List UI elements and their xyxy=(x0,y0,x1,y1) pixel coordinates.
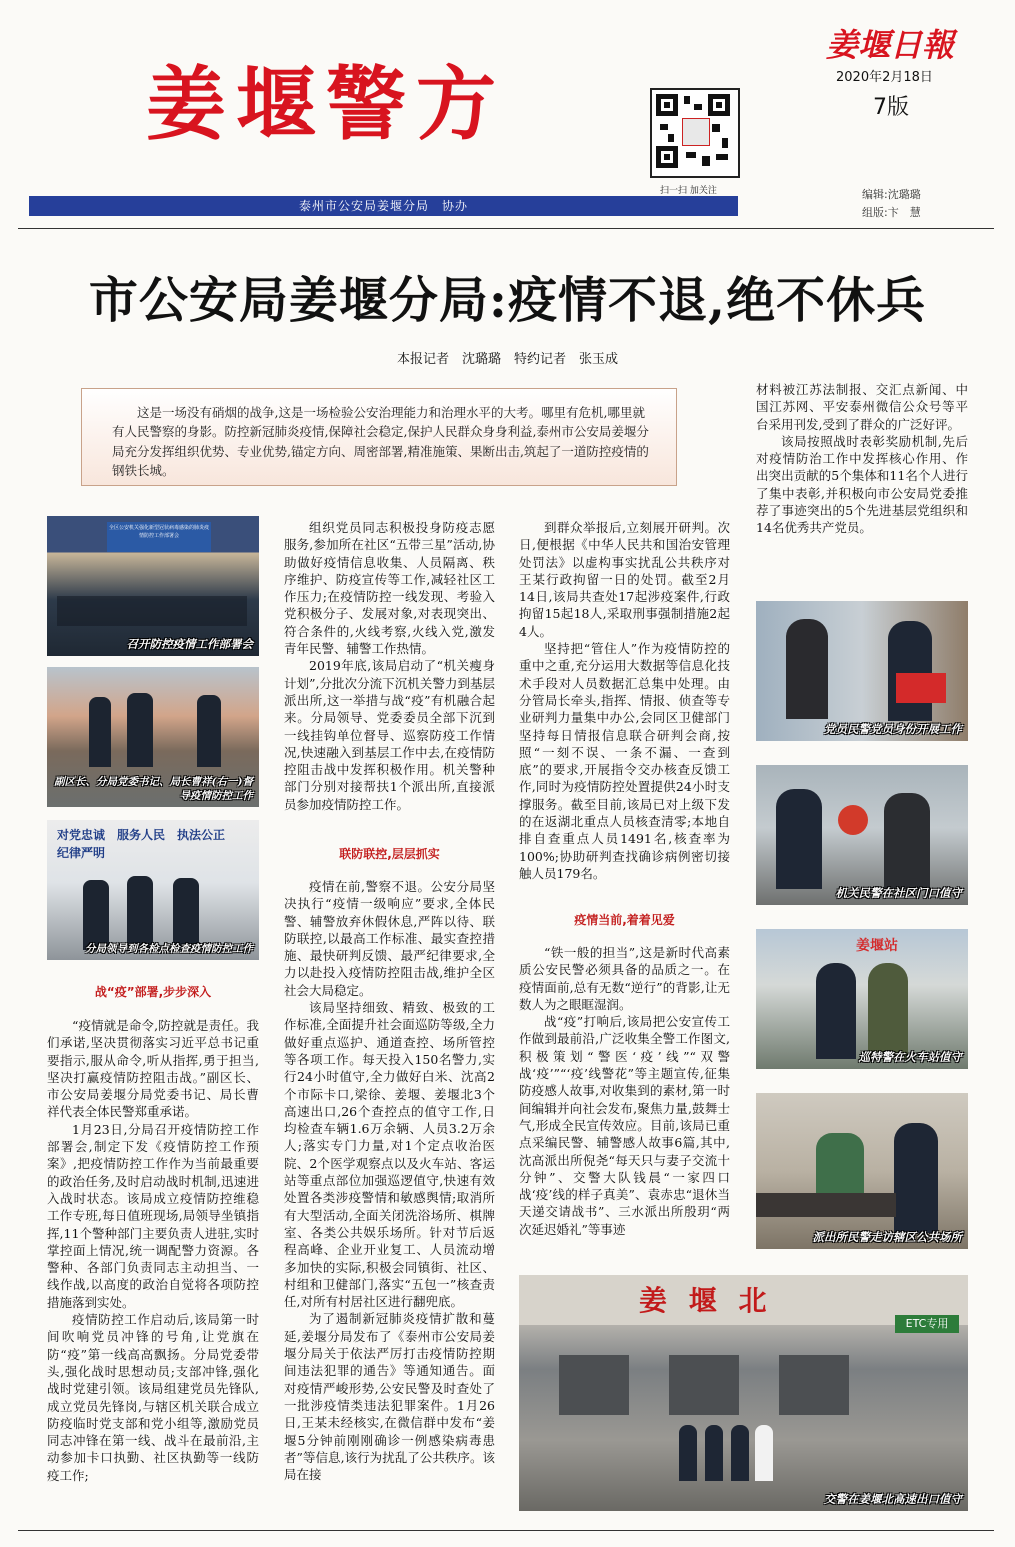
top-divider xyxy=(18,228,994,229)
toll-booth-1 xyxy=(559,1355,629,1415)
intro-text: 这是一场没有硝烟的战争,这是一场检验公安治理能力和治理水平的大考。哪里有危机,哪里就有人民警察的身影。防控新冠肺炎疫情,保障社会稳定,保护人民群众身身利益,泰州市公安局姜堰分局充分发挥组织优势、专业优势,锚定方向、周密部署,精准施策、果断出击,筑起了一道防控疫情的钢铁长城。 xyxy=(112,405,649,478)
column-4 xyxy=(756,381,968,537)
counter xyxy=(756,1193,896,1217)
column-3-bottom xyxy=(519,944,730,1238)
photo-caption-toll-exit: 交警在姜堰北高速出口值守 xyxy=(824,1492,962,1506)
wall-slogan: 对党忠诚 服务人民 执法公正 纪律严明 xyxy=(57,828,238,860)
col2-paragraph: 疫情在前,警察不退。公安分局坚决执行“疫情一级响应”要求,全体民警、辅警放弃休假休息,严阵以待、联防联控,以最高工作标准、最实查控措施、最快研判反馈、最严纪律要求,全力以赴投入疫情防控阻击战,维护全区社会大局稳定。 xyxy=(284,879,495,998)
toll-booth-3 xyxy=(779,1355,849,1415)
qr-caption: 扫一扫 加关注 xyxy=(660,186,717,196)
figure-traffic-officer-2 xyxy=(705,1425,723,1481)
col2-paragraph: 该局坚持细致、精致、极致的工作标准,全面提升社会面巡防等级,全力做好重点巡护、通道查控、场所管控等各项工作。每天投入150名警力,实行24小时值守,全力做好白米、沈高2个市际卡口,梁徐、姜堰、姜堰北3个高速出口,26个查控点的值守工作,日均检查车辆1.6万余辆、人员3.2万余人;落实专门力量,对1个定点收治医院、2个医学观察点以及火车站、客运站等重点部位加强巡逻值守,快速有效处置各类涉疫警情和敏感舆情;取消所有大型活动,全面关闭洗浴场所、棋牌室、各类公共娱乐场所。针对节后返程高峰、企业开业复工、人员流动增多加快的实际,积极会同镇街、社区、村组和卫健部门,落实“五包一”核查责任,对所有村居社区进行翻兜底。 xyxy=(284,1000,495,1310)
section-heading-2: 联防联控,层层抓实 xyxy=(339,847,440,861)
masthead-title: 姜堰警方 xyxy=(146,58,506,151)
figure-medic xyxy=(755,1425,773,1481)
issue-date: 2020年2月18日 xyxy=(836,70,933,85)
page-number: 7版 xyxy=(873,95,909,120)
qr-code[interactable] xyxy=(650,88,740,178)
photo-inspection xyxy=(47,667,259,807)
figure-officer-9 xyxy=(894,1123,938,1233)
figure-officer-2 xyxy=(127,693,153,767)
article-byline: 本报记者 沈璐璐 特约记者 张玉成 xyxy=(396,352,618,367)
editor-credits xyxy=(862,186,921,222)
figure-officer-4 xyxy=(83,880,109,950)
photo-caption-meeting: 召开防控疫情工作部署会 xyxy=(126,637,253,651)
editor-name: 编辑:沈璐璐 xyxy=(862,188,921,201)
figure-officer-8 xyxy=(816,963,856,1059)
red-folder xyxy=(896,673,946,703)
toll-booth-2 xyxy=(669,1355,739,1415)
article-headline: 市公安局姜堰分局:疫情不退,绝不休兵 xyxy=(88,271,927,329)
col2-paragraph: 2019年底,该局启动了“机关瘦身计划”,分批次分流下沉机关警力到基层派出所,这一举措与战“疫”有机融合起来。分局领导、党委委员全部下沉到一线挂钩单位督导、巡察防疫工作情况,快速融入到基层工作中去,在疫情防控阻击战中发挥积极作用。机关警种部门分别对接帮扶1个派出所,直接派员参加疫情防控工作。 xyxy=(284,658,495,812)
figure-officer-3 xyxy=(197,695,221,767)
figure-officer-6 xyxy=(173,878,199,950)
col4-paragraph: 该局按照战时表彰奖励机制,先后对疫情防治工作中发挥核心作用、作出突出贡献的5个集体和11名个人进行了集中表彰,并积极向市公安局党委推荐了事迹突出的5个先进基层党组织和14名优秀共产党员。 xyxy=(756,433,968,536)
col3-paragraph: 到群众举报后,立刻展开研判。次日,便根据《中华人民共和国治安管理处罚法》以虚构事实扰乱公共秩序对王某行政拘留一日的处罚。截至2月14日,该局共查处17起涉疫案件,行政拘留15起18人,采取刑事强制措施2起4人。 xyxy=(519,520,730,639)
bottom-divider xyxy=(18,1530,994,1531)
layout-name: 组版:卞 慧 xyxy=(862,206,921,219)
figure-resident xyxy=(786,619,828,719)
section-heading-3: 疫情当前,着着见爱 xyxy=(574,913,675,927)
toll-sign: 姜 堰 北 xyxy=(639,1284,773,1317)
section-heading-1: 战“疫”部署,步步深入 xyxy=(94,985,212,999)
photo-temperature-check xyxy=(756,601,968,741)
column-3-top xyxy=(519,519,730,882)
photo-caption-community-gate: 机关民警在社区门口值守 xyxy=(835,886,962,900)
sponsor-bar: 泰州市公安局姜堰分局 协办 xyxy=(29,196,738,216)
col1-paragraph: 1月23日,分局召开疫情防控工作部署会,制定下发《疫情防控工作预案》,把疫情防控工作作为当前最重要的政治任务,及时启动战时机制,迅速进入战时状态。该局成立疫情防控维稳工作专班,每日值班现场,局领导坐镇指挥,11个警种部门主要负责人进驻,实时掌控面上情况,统一调配警力资源。各警种、各部门负责同志主动担当、一线作战,以高度的政治自觉将各项防控措施落到实处。 xyxy=(47,1121,259,1310)
photo-public-venue xyxy=(756,1093,968,1249)
photo-caption-inspection: 副区长、分局党委书记、局长曹祥(右一)督导疫情防控工作 xyxy=(54,776,253,802)
stop-sign xyxy=(838,805,868,835)
figure-traffic-officer-3 xyxy=(731,1425,749,1481)
photo-caption-train-station: 巡特警在火车站值守 xyxy=(858,1050,962,1064)
column-2-bottom xyxy=(284,878,495,1483)
station-sign: 姜堰站 xyxy=(856,938,898,954)
col3-paragraph: 坚持把“管住人”作为疫情防控的重中之重,充分运用大数据等信息化技术手段对人员数据汇总集中处理。由分管局长牵头,指挥、情报、侦查等专业研判力量集中办公,会同区卫健部门坚持每日情报信息联合研判会商,按照“一刻不误、一条不漏、一查到底”的要求,开展指令交办核查反馈工作,同时为疫情防控处置提供24小时支撑服务。截至目前,该局已对上级下发的在返湖北重点人员核查清零;本地自排自查重点人员1491名,核查率为100%;协助研判查找确诊病例密切接触人员179名。 xyxy=(519,641,730,881)
figure-special-police xyxy=(868,963,908,1059)
column-2-top xyxy=(284,519,495,813)
audience-rows xyxy=(57,596,247,626)
col1-paragraph: 疫情防控工作启动后,该局第一时间吹响党员冲锋的号角,让党旗在防“疫”第一线高高飘扬。分局党委带头,强化战时思想动员;支部冲锋,强化战时党建引领。该局组建党员先锋队,成立党员先锋岗,与辖区机关联合成立防疫临时党支部和党小组等,激励党员同志冲锋在第一线、战斗在最前沿,主动参加卡口执勤、社区执勤等一线防疫工作; xyxy=(47,1312,259,1483)
photo-meeting xyxy=(47,516,259,656)
figure-officer-1 xyxy=(89,697,111,767)
column-1 xyxy=(47,1017,259,1484)
col4-paragraph: 材料被江苏法制报、交汇点新闻、中国江苏网、平安泰州微信公众号等平台采用刊发,受到了群众的广泛好评。 xyxy=(756,382,968,432)
etc-lane-sign: ETC专用 xyxy=(895,1315,959,1333)
col1-paragraph: “疫情就是命令,防控就是责任。我们承诺,坚决贯彻落实习近平总书记重要指示,服从命令,听从指挥,勇于担当,坚决打赢疫情防控阻击战。”副区长、市公安局姜堰分局党委书记、局长曹祥代表全体民警郑重承诺。 xyxy=(47,1018,259,1120)
figure-traffic-officer-1 xyxy=(679,1425,697,1481)
figure-officer-7 xyxy=(776,789,822,889)
figure-officer-5 xyxy=(127,876,153,950)
photo-checkpoint-visit xyxy=(47,820,259,960)
figure-resident-2 xyxy=(884,793,930,889)
photo-caption-checkpoint-visit: 分局领导到各检点检查疫情防控工作 xyxy=(85,943,253,955)
photo-community-gate xyxy=(756,765,968,905)
col2-paragraph: 组织党员同志积极投身防疫志愿服务,参加所在社区“五带三星”活动,协助做好疫情信息收集、人员隔离、秩序维护、防疫宣传等工作,减轻社区工作压力;在疫情防控一线发现、考验入党积极分子、发展对象,对表现突出、符合条件的,火线考察,火线入党,激发青年民警、辅警工作热情。 xyxy=(284,520,495,657)
col3-paragraph: “铁一般的担当”,这是新时代高素质公安民警必须具备的品质之一。在疫情面前,总有无数“逆行”的背影,让无数人为之眼眶湿润。 xyxy=(519,945,730,1012)
intro-box xyxy=(81,388,677,486)
col3-paragraph: 战“疫”打响后,该局把公安宣传工作做到最前沿,广泛收集全警工作图文,积极策划“警医‘疫’线”“双警战‘疫’”“‘疫’线警花”等主题宣传,征集防疫感人故事,对收集到的素材,第一时间编辑并向社会发布,聚焦力量,鼓舞士气,形成全民宣传效应。目前,该局已重点采编民警、辅警感人故事6篇,其中,沈高派出所倪尧“每天只与妻子交流十分钟”、交警大队钱晨“一家四口战‘疫’线的样子真美”、袁赤忠“退休当天递交请战书”、三水派出所殷玥“两次延迟婚礼”等事迹 xyxy=(519,1014,730,1237)
newspaper-logo: 姜堰日報 xyxy=(826,26,955,64)
photo-toll-exit xyxy=(519,1275,968,1511)
col2-paragraph: 为了遏制新冠肺炎疫情扩散和蔓延,姜堰分局发布了《泰州市公安局姜堰分局关于依法严厉打击疫情防控期间违法犯罪的通告》等通知通告。面对疫情严峻形势,公安民警及时查处了一批涉疫情类违法犯罪案件。1月26日,王某未经核实,在微信群中发布“姜堰5分钟前刚刚确诊一例感染病毒患者”等信息,该行为扰乱了公共秩序。该局在接 xyxy=(284,1311,495,1483)
meeting-banner: 全区公安机关强化新型冠状病毒感染的肺炎疫情防控工作部署会 xyxy=(107,522,211,552)
photo-caption-temperature-check: 党员民警党员身份开展工作 xyxy=(824,722,962,736)
figure-policewoman xyxy=(888,621,932,721)
photo-caption-public-venue: 派出所民警走访辖区公共场所 xyxy=(812,1230,962,1244)
photo-train-station xyxy=(756,929,968,1069)
